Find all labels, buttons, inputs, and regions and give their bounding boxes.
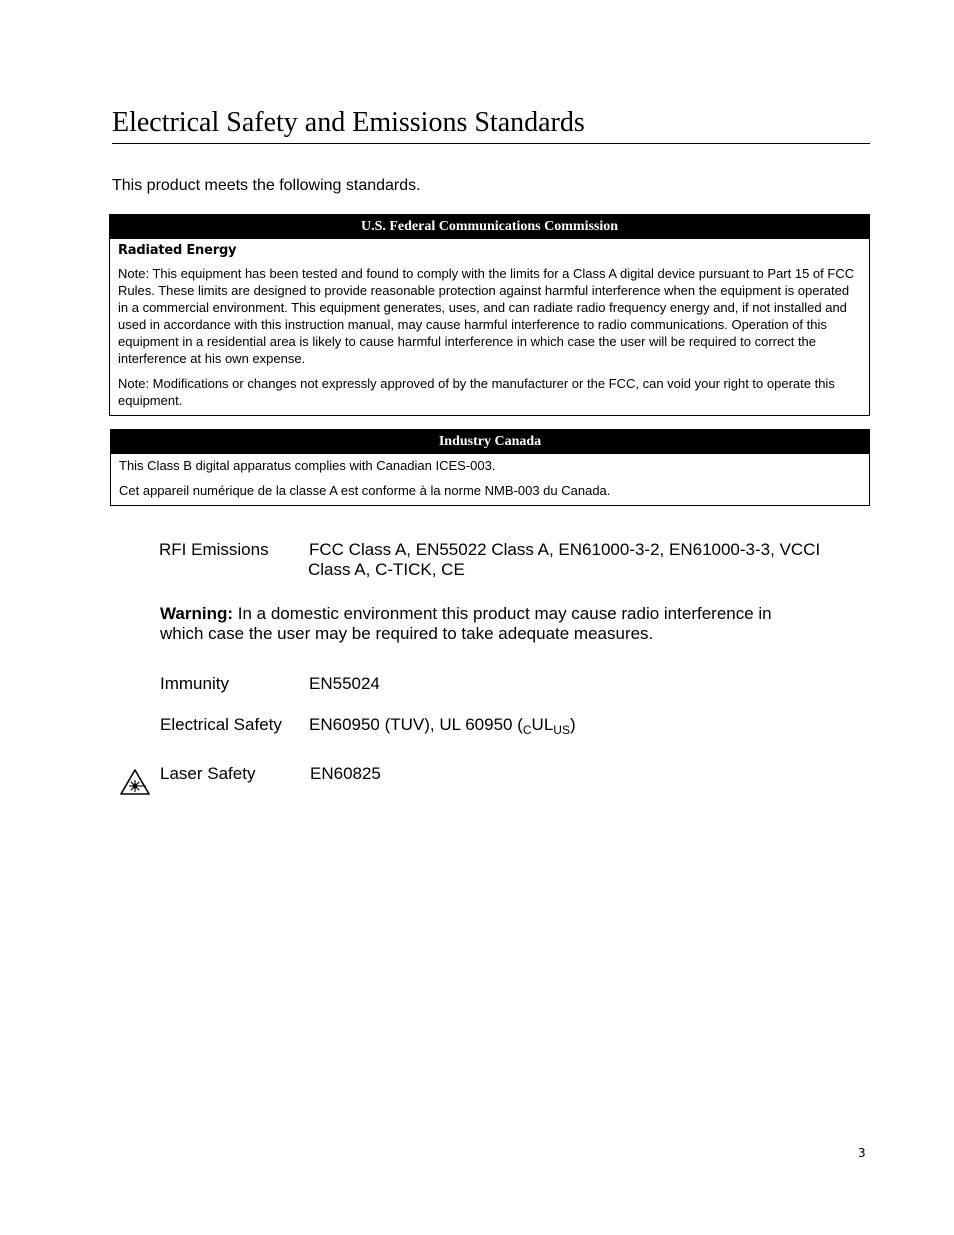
fcc-note-modifications: Note: Modifications or changes not expressly approved of by the manufacturer or the FCC, can void your right to operate this equipment.	[118, 376, 835, 408]
laser-safety-value: EN60825	[310, 764, 381, 783]
cul-mark-c: C	[522, 723, 532, 737]
canada-nmb-text: Cet appareil numérique de la classe A est conforme à la norme NMB-003 du Canada.	[119, 483, 611, 498]
electrical-safety-value-close: )	[569, 715, 576, 734]
fcc-box	[109, 214, 870, 416]
cul-mark-us: US	[553, 723, 570, 737]
rfi-emissions-value-line2: Class A, C-TICK, CE	[308, 560, 465, 579]
warning-text: In a domestic environment this product may cause radio interference in which case the user may be required to take adequate measures.	[160, 604, 772, 643]
fcc-box-body	[110, 239, 869, 415]
cul-mark-ul: UL	[531, 715, 554, 734]
laser-warning-icon	[119, 768, 151, 796]
warning-label: Warning:	[160, 604, 234, 623]
warning-note	[160, 604, 800, 644]
laser-safety-label: Laser Safety	[160, 764, 256, 783]
industry-canada-header: Industry Canada	[111, 430, 869, 454]
electrical-safety-value	[309, 715, 576, 735]
page-number: 3	[858, 1146, 866, 1160]
rfi-emissions-label: RFI Emissions	[159, 540, 269, 559]
immunity-label: Immunity	[160, 674, 229, 693]
fcc-note-compliance: Note: This equipment has been tested and found to comply with the limits for a Class A digital device pursuant to Part 15 of FCC Rules. These limits are designed to provide reasonable protection against harmful interference when the equipment is operated in a commercial environment. This equipment generates, uses, and can radiate radio frequency energy and, if not installed and used in accordance with this instruction manual, may cause harmful interference to radio communications. Operation of this equipment in a residential area is likely to cause harmful interference in which case the user will be required to correct the interference at his own expense.	[118, 266, 855, 366]
immunity-value: EN55024	[309, 674, 380, 693]
industry-canada-box	[110, 429, 870, 506]
industry-canada-body	[111, 454, 869, 505]
fcc-box-header: U.S. Federal Communications Commission	[110, 215, 869, 239]
radiated-energy-heading: Radiated Energy	[118, 243, 237, 258]
electrical-safety-label: Electrical Safety	[160, 715, 282, 734]
canada-ices-text: This Class B digital apparatus complies with Canadian ICES-003.	[119, 458, 496, 473]
intro-text: This product meets the following standards.	[112, 177, 421, 194]
electrical-safety-value-text: EN60950 (TUV), UL 60950 (	[309, 715, 523, 734]
page-title: Electrical Safety and Emissions Standards	[112, 106, 870, 144]
rfi-emissions-value-line1: FCC Class A, EN55022 Class A, EN61000-3-2, EN61000-3-3, VCCI	[309, 540, 821, 559]
